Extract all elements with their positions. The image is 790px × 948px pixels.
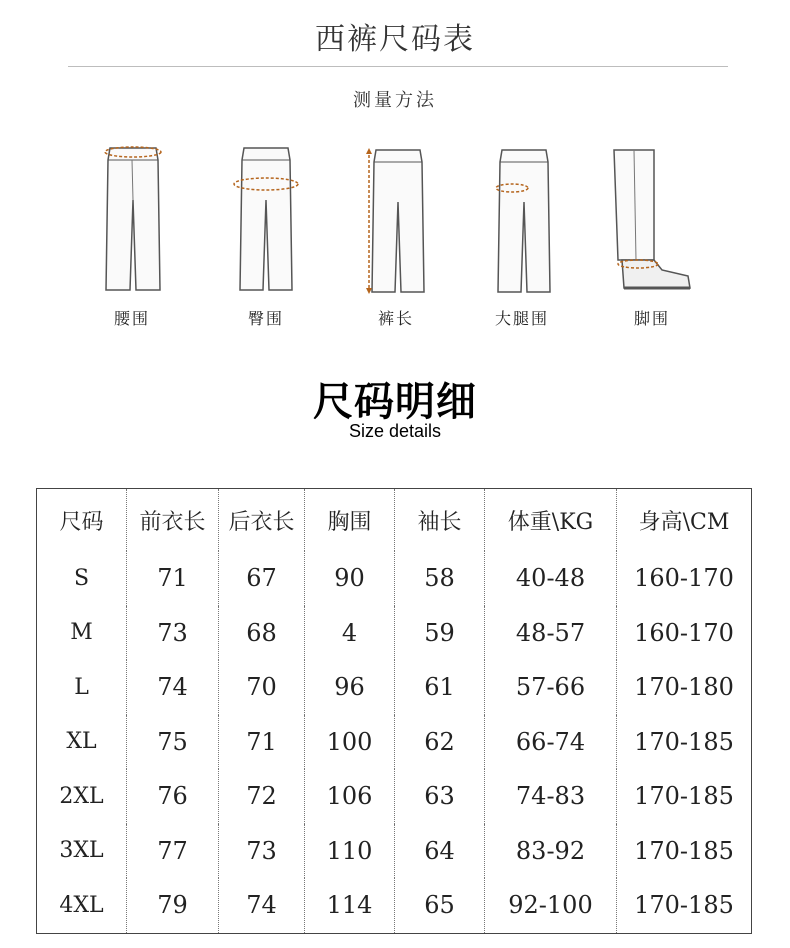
cell-sleeve: 63 (395, 769, 485, 824)
cell-chest: 100 (305, 715, 395, 770)
cell-chest: 4 (305, 606, 395, 661)
cell-sleeve: 64 (395, 824, 485, 879)
title-divider (68, 66, 728, 67)
cell-front-length: 74 (127, 660, 219, 715)
cell-height: 170-185 (617, 769, 752, 824)
cell-sleeve: 62 (395, 715, 485, 770)
cell-sleeve: 59 (395, 606, 485, 661)
cell-height: 170-185 (617, 878, 752, 933)
cell-chest: 90 (305, 551, 395, 606)
cell-front-length: 71 (127, 551, 219, 606)
hem-figure (592, 140, 712, 300)
cell-front-length: 75 (127, 715, 219, 770)
cell-front-length: 79 (127, 878, 219, 933)
cell-back-length: 70 (219, 660, 305, 715)
size-details-subheading: Size details (348, 421, 442, 441)
cell-chest: 106 (305, 769, 395, 824)
cell-front-length: 77 (127, 824, 219, 879)
measure-label-hip: 臀围 (247, 309, 284, 328)
table-row (37, 769, 752, 824)
measure-label-hem: 脚围 (633, 309, 670, 328)
cell-size: XL (37, 715, 127, 770)
cell-height: 170-185 (617, 824, 752, 879)
table-row (37, 878, 752, 933)
cell-back-length: 71 (219, 715, 305, 770)
cell-size: S (37, 551, 127, 606)
cell-size: M (37, 606, 127, 661)
cell-weight: 83-92 (485, 824, 617, 879)
cell-front-length: 73 (127, 606, 219, 661)
waist-figure (72, 140, 192, 300)
cell-weight: 57-66 (485, 660, 617, 715)
column-header-chest: 胸围 (305, 489, 395, 552)
table-row (37, 824, 752, 879)
waist-measure-icon (72, 140, 192, 300)
table-row (37, 551, 752, 606)
cell-weight: 48-57 (485, 606, 617, 661)
cell-weight: 66-74 (485, 715, 617, 770)
measure-label-thigh: 大腿围 (494, 309, 549, 328)
column-header-weight: 体重\KG (485, 489, 617, 552)
size-table (36, 488, 752, 934)
thigh-figure (462, 140, 582, 300)
column-header-back-length: 后衣长 (219, 489, 305, 552)
table-row (37, 606, 752, 661)
measure-label-waist: 腰围 (113, 309, 150, 328)
cell-back-length: 73 (219, 824, 305, 879)
size-details-heading: 尺码明细 (313, 379, 477, 425)
measure-label-length: 裤长 (377, 309, 414, 328)
cell-chest: 96 (305, 660, 395, 715)
cell-sleeve: 61 (395, 660, 485, 715)
cell-sleeve: 65 (395, 878, 485, 933)
cell-size: 2XL (37, 769, 127, 824)
column-header-front-length: 前衣长 (127, 489, 219, 552)
column-header-height: 身高\CM (617, 489, 752, 552)
table-row (37, 660, 752, 715)
table-header-row (37, 489, 752, 552)
cell-back-length: 72 (219, 769, 305, 824)
length-measure-icon (336, 140, 456, 300)
cell-sleeve: 58 (395, 551, 485, 606)
hem-measure-icon (592, 140, 712, 300)
cell-height: 160-170 (617, 551, 752, 606)
thigh-measure-icon (462, 140, 582, 300)
cell-size: 3XL (37, 824, 127, 879)
hip-figure (206, 140, 326, 300)
length-figure (336, 140, 456, 300)
cell-height: 160-170 (617, 606, 752, 661)
measurement-method-label: 测量方法 (353, 90, 437, 111)
cell-height: 170-185 (617, 715, 752, 770)
cell-back-length: 74 (219, 878, 305, 933)
cell-weight: 74-83 (485, 769, 617, 824)
column-header-sleeve: 袖长 (395, 489, 485, 552)
hip-measure-icon (206, 140, 326, 300)
cell-front-length: 76 (127, 769, 219, 824)
page-title: 西裤尺码表 (315, 22, 475, 57)
column-header-size: 尺码 (37, 489, 127, 552)
cell-chest: 110 (305, 824, 395, 879)
cell-chest: 114 (305, 878, 395, 933)
cell-back-length: 68 (219, 606, 305, 661)
cell-weight: 40-48 (485, 551, 617, 606)
cell-weight: 92-100 (485, 878, 617, 933)
cell-size: 4XL (37, 878, 127, 933)
table-row (37, 715, 752, 770)
cell-size: L (37, 660, 127, 715)
cell-back-length: 67 (219, 551, 305, 606)
cell-height: 170-180 (617, 660, 752, 715)
